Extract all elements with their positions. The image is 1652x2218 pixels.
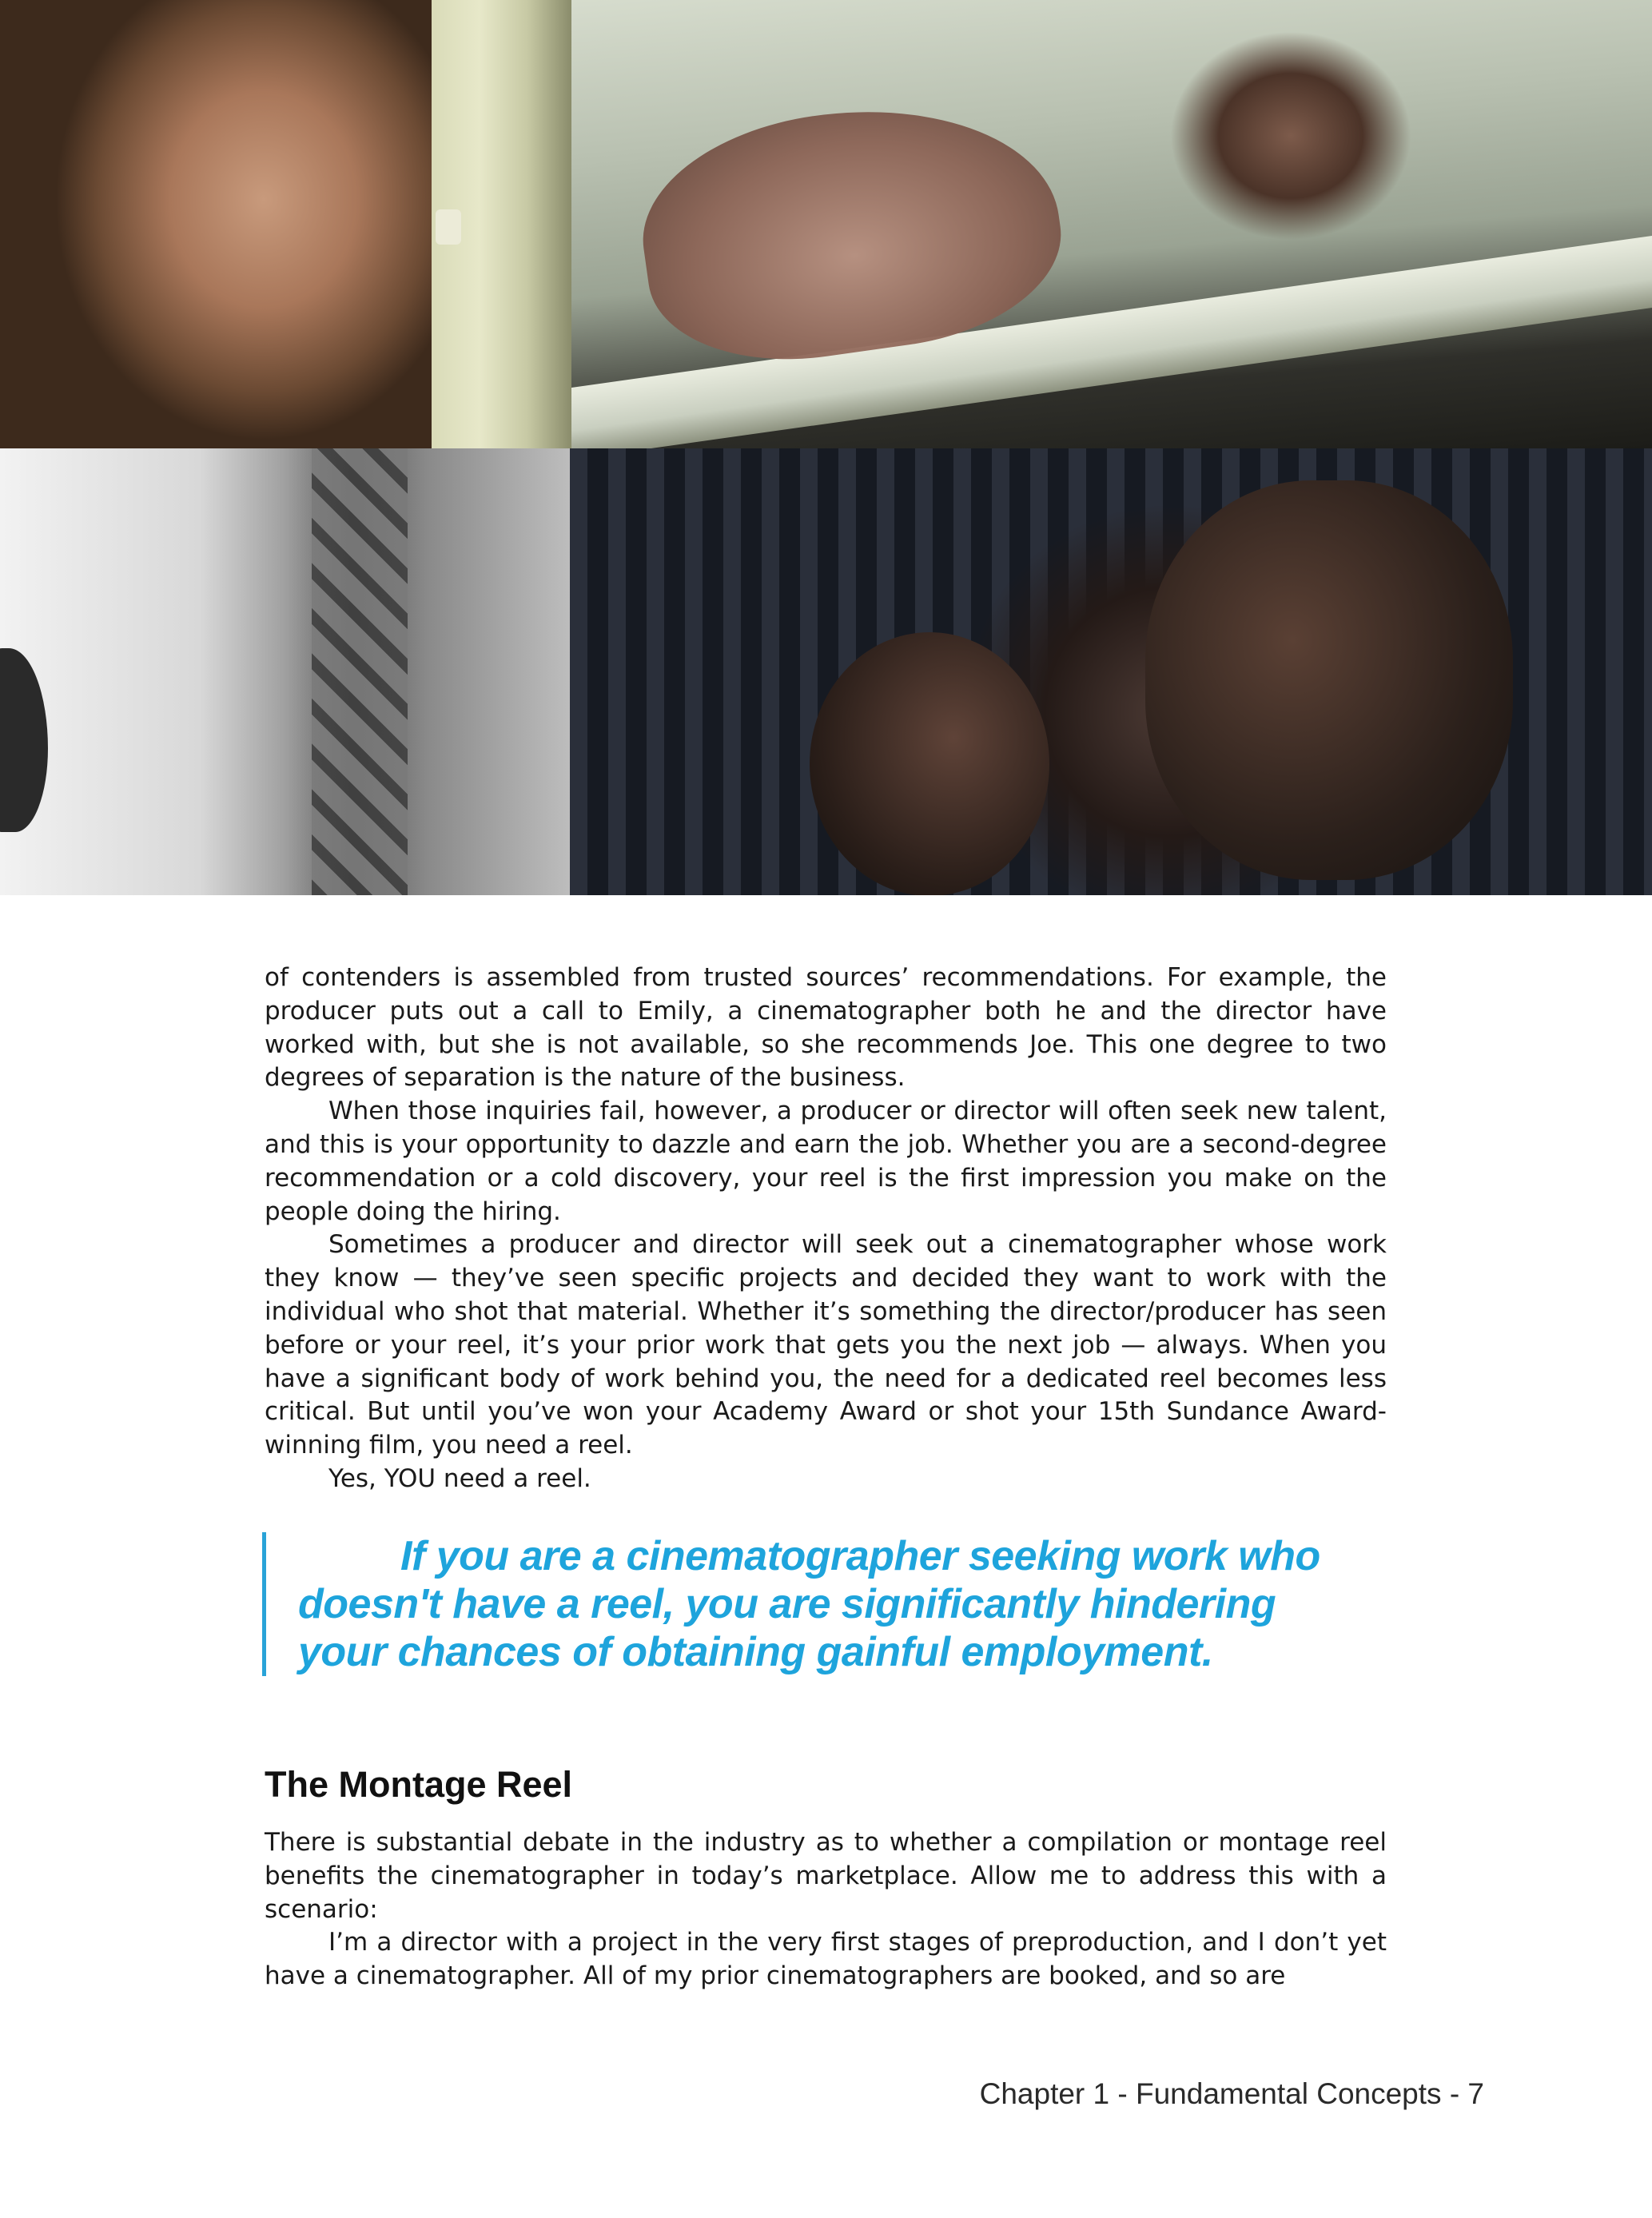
pull-quote-line: your chances of obtaining gainful employment. [298, 1629, 1213, 1675]
paragraph: of contenders is assembled from trusted sources’ recommendations. For example, the producer puts out a call to Emily, a cinematographer both he and the director have worked with, but she is not available, so she recommends Joe. This one degree to two degrees of separation is the nature of the business. [265, 963, 1387, 1093]
photo-scifi-scene [570, 448, 1652, 895]
figure-left [810, 632, 1049, 895]
section-body [265, 1826, 1387, 1993]
paragraph: Yes, YOU need a reel. [328, 1463, 591, 1493]
paragraph: There is substantial debate in the industry as to whether a compilation or montage reel benefits the cinematographer in today’s marketplace. Allow me to address this with a scenario: [265, 1828, 1387, 1924]
photo-hand-on-bathtub [571, 0, 1652, 448]
body-text [265, 962, 1387, 1496]
page-footer: Chapter 1 - Fundamental Concepts - 7 [979, 2077, 1484, 2110]
door-knob-detail [436, 209, 461, 245]
pull-quote [262, 1532, 1393, 1676]
pull-quote-line: If you are a cinematographer seeking work who [400, 1533, 1320, 1579]
pull-quote-line: doesn't have a reel, you are significantly hindering [298, 1581, 1276, 1627]
figure-right [1145, 480, 1513, 880]
photo-bridge-fog [0, 448, 570, 895]
paragraph: I’m a director with a project in the very first stages of preproduction, and I don’t yet have a cinematographer. All of my prior cinematographers are booked, and so are [265, 1928, 1387, 1991]
bridge-girder [312, 448, 408, 895]
paragraph: Sometimes a producer and director will seek out a cinematographer whose work they know — they’ve seen specific projects and decided they want to work with the individual who shot that material. Whether it’s something the director/producer has seen before or your reel, it’s your prior work that gets you the next job — always. When you have a significant body of work behind you, the need for a dedicated reel becomes less critical. But until you’ve won your Academy Award or shot your 15th Sundance Award-winning film, you need a reel. [265, 1230, 1387, 1460]
paragraph: When those inquiries fail, however, a producer or director will often seek new talent, and this is your opportunity to dazzle and earn the job. Whether you are a second-degree recommendation or a cold discovery, your reel is the first impression you make on the people doing the hiring. [265, 1097, 1387, 1226]
section-heading: The Montage Reel [265, 1764, 573, 1805]
rock-shape [0, 648, 48, 832]
photo-woman-behind-door [0, 0, 571, 448]
